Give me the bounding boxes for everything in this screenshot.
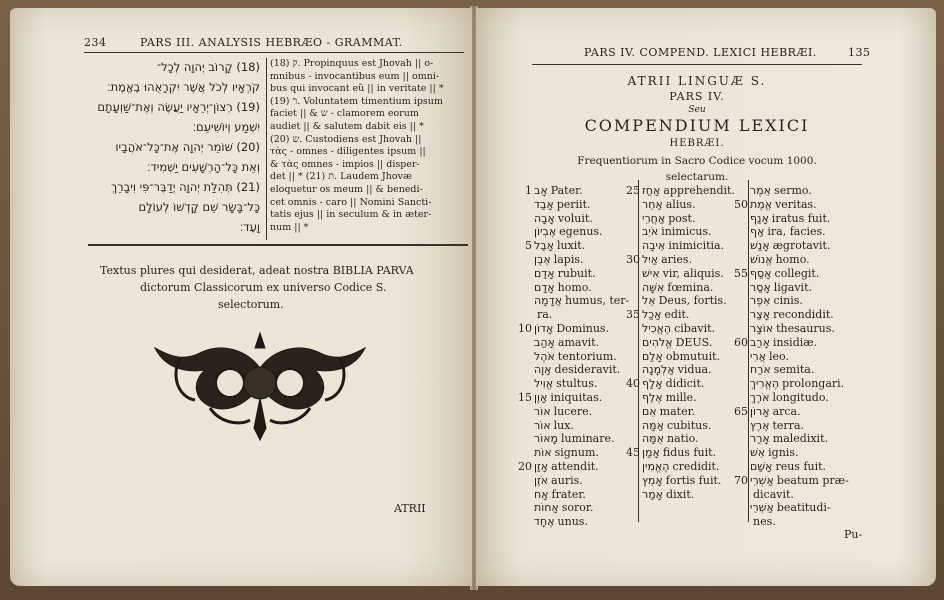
entry-latin: prolongari. xyxy=(782,377,845,391)
entry-latin: cubitus. xyxy=(667,418,712,432)
latin-line: tatis ejus || in seculum & in æter- xyxy=(270,209,432,221)
entry-latin: leo. xyxy=(769,349,789,363)
latin-line: num || * xyxy=(270,221,309,233)
entry-hebrew: אַלְמָנָה xyxy=(642,363,675,377)
right-page xyxy=(476,8,936,586)
entry-latin: humus, ter- xyxy=(565,294,630,308)
main-title: COMPENDIUM LEXICI xyxy=(584,116,810,135)
entry-hebrew: אָהַב xyxy=(534,335,555,349)
entry-hebrew: אֶבְיוֹן xyxy=(534,225,557,239)
entry-number: 20 xyxy=(518,460,532,473)
entry-hebrew: אָרַר xyxy=(750,432,770,446)
entry-hebrew: אָדַם xyxy=(534,266,555,280)
entry-hebrew: אַשְׁרֵי xyxy=(750,473,774,487)
entry-number: 1 xyxy=(525,184,532,197)
entry-hebrew: אָרַב xyxy=(750,335,770,349)
entry-hebrew: אֵל xyxy=(642,294,656,308)
entry-hebrew: אֶחָד xyxy=(534,515,555,529)
entry-latin: amavit. xyxy=(557,335,600,349)
subtitle-2: selectarum. xyxy=(665,171,729,183)
entry-hebrew: הֶאֱרִיךְ xyxy=(750,377,780,391)
lexicon-entry xyxy=(518,474,583,487)
entry-latin: tentorium. xyxy=(557,349,617,363)
lexicon-entry xyxy=(626,419,711,432)
lexicon-entry xyxy=(734,322,835,335)
lexicon-entry xyxy=(734,294,803,307)
lexicon-entry xyxy=(734,308,834,321)
lexicon-entry xyxy=(626,391,697,404)
lexicon-entry xyxy=(734,184,812,197)
entry-hebrew: אֱוִיל xyxy=(534,377,554,391)
header-rule xyxy=(84,52,464,53)
lexicon-entry xyxy=(734,377,844,390)
entry-latin: attendit. xyxy=(551,460,599,473)
entry-latin: insidiæ. xyxy=(772,335,818,349)
entry-hebrew: אוֹר xyxy=(534,418,551,432)
entry-hebrew: אָב xyxy=(534,184,548,197)
lexicon-entry xyxy=(626,198,696,211)
entry-latin: ira, facies. xyxy=(767,225,826,239)
entry-hebrew: אֵשׁ xyxy=(750,446,766,460)
entry-latin: voluit. xyxy=(557,211,593,225)
part-number: PARS IV. xyxy=(669,90,725,103)
header-rule xyxy=(532,64,862,65)
latin-line: (18) ק. Propinquus est Jhovah || o- xyxy=(270,58,434,69)
lexicon-entry xyxy=(734,405,801,418)
lexicon-entry xyxy=(518,350,617,363)
entry-hebrew: אֱלֹהִים xyxy=(642,335,673,349)
entry-latin: Pater. xyxy=(550,184,583,197)
entry-latin: frater. xyxy=(551,487,586,501)
entry-latin: alius. xyxy=(665,197,696,211)
lexicon-entry xyxy=(518,322,609,335)
right-catchword: Pu- xyxy=(844,528,863,541)
lexicon-entry xyxy=(626,460,719,473)
lexicon-entry xyxy=(734,446,798,459)
note-line-1: Textus plures qui desiderat, adeat nostra BIBLIA PARVA xyxy=(100,264,414,277)
entry-latin: cibavit. xyxy=(674,322,716,335)
hebrew-line: וְאֵת כָּל־הָרְשָׁעִים יַשְׁמִיד׃ xyxy=(147,160,260,174)
column-divider xyxy=(266,58,267,240)
entry-latin: maledixit. xyxy=(772,432,828,446)
lexicon-entry xyxy=(518,281,592,294)
lexicon-entry xyxy=(626,336,712,349)
lexicon-entry xyxy=(626,363,712,376)
lexicon-entry xyxy=(518,391,602,404)
entry-hebrew: אֶלֶף xyxy=(642,391,663,404)
lexicon-entry xyxy=(518,419,574,432)
lexicon-entry xyxy=(734,515,776,528)
entry-hebrew: אֻמָּה xyxy=(642,432,665,446)
lexicon-entry xyxy=(734,488,794,501)
latin-line: & τὰς omnes - impios || disper- xyxy=(270,158,420,170)
entry-hebrew: אֹרֶךְ xyxy=(750,391,770,404)
entry-latin: post. xyxy=(668,211,696,225)
lexicon-entry xyxy=(734,253,810,266)
entry-latin: fidus fuit. xyxy=(662,446,717,460)
lexicon-entry xyxy=(734,419,804,432)
hebrew-line: כָּל־בָּשָׂר שֵׁם קָדְשׁוֹ לְעוֹלָם xyxy=(138,200,260,214)
hebrew-line: (21) תְּהִלַּת יְהוָה יְדַבֶּר־פִּי וִיבָרֵךְ xyxy=(110,180,260,194)
lexicon-entry xyxy=(518,198,590,211)
lexicon-entry xyxy=(626,432,699,445)
lexicon-entry xyxy=(626,294,727,307)
entry-latin: recondidit. xyxy=(773,308,834,322)
entry-hebrew: אָסַר xyxy=(750,280,771,294)
lexicon-entry xyxy=(518,460,599,473)
entry-hebrew: אָסַף xyxy=(750,266,772,280)
entry-hebrew: אָנַף xyxy=(750,211,769,225)
entry-latin: mater. xyxy=(659,404,696,418)
left-page xyxy=(10,8,472,586)
left-catchword: ATRII xyxy=(394,502,426,515)
lexicon-entry xyxy=(626,446,716,459)
entry-hebrew: אָבַל xyxy=(534,239,554,253)
entry-latin: didicit. xyxy=(665,377,705,391)
lexicon-entry xyxy=(518,363,620,376)
entry-hebrew: אָמַן xyxy=(642,446,660,460)
lexicon-entry xyxy=(734,336,817,349)
left-running-head: PARS III. ANALYSIS HEBRÆO - GRAMMAT. xyxy=(140,36,403,49)
latin-line: mnibus - invocantibus eum || omni- xyxy=(270,70,440,82)
lexicon-entry xyxy=(734,212,830,225)
entry-latin: edit. xyxy=(664,308,690,322)
entry-latin: ignis. xyxy=(768,446,799,460)
note-line-3: selectorum. xyxy=(218,298,284,311)
lexicon-entry xyxy=(518,253,584,266)
lexicon-entry xyxy=(626,350,720,363)
entry-latin: ægrotavit. xyxy=(772,239,831,253)
entry-latin: egenus. xyxy=(559,225,603,239)
entry-latin: aries. xyxy=(661,253,693,266)
hebrew-line: (19) רְצוֹן־יְרֵאָיו יַעֲשֶׂה וְאֶת־שַׁוְעָתָם xyxy=(97,100,260,114)
lexicon-entry xyxy=(734,474,849,487)
lexicon-entry xyxy=(734,267,819,280)
lexicon-entry xyxy=(518,377,597,390)
entry-hebrew: אֲרִי xyxy=(750,349,767,363)
lexicon-entry xyxy=(626,488,694,501)
entry-hebrew: אֹיֵב xyxy=(642,225,659,239)
latin-line: (19) ר. Voluntatem timentium ipsum xyxy=(270,95,443,107)
lexicon-entry xyxy=(518,239,585,252)
hebrew-line: קֹרְאָיו לְכֹל אֲשֶׁר יִקְרָאֻהוּ בֶאֱמֶת׃ xyxy=(107,80,260,94)
entry-hebrew: אַיִל xyxy=(642,253,659,266)
lexicon-entry xyxy=(626,253,692,266)
lexicon-entry xyxy=(518,308,552,321)
entry-latin: lapis. xyxy=(553,253,584,266)
entry-latin: collegit. xyxy=(774,266,820,280)
lexicon-entry xyxy=(734,350,789,363)
entry-latin: semita. xyxy=(773,363,815,377)
entry-latin: reus fuit. xyxy=(775,460,827,473)
entry-hebrew: אַחֲרֵי xyxy=(642,211,666,225)
entry-latin: auris. xyxy=(551,473,583,487)
lexicon-entry xyxy=(626,267,724,280)
entry-latin: cinis. xyxy=(773,294,803,308)
latin-line: faciet || & ש - clamorem eorum xyxy=(270,108,419,120)
latin-line: eloquetur os meum || & benedi- xyxy=(270,184,423,195)
entry-latin: dixit. xyxy=(666,487,695,501)
entry-hebrew: אֶרֶץ xyxy=(750,418,770,432)
entry-hebrew: אָדוֹן xyxy=(534,322,554,335)
title-seu: Seu xyxy=(688,105,706,115)
lexicon-entry xyxy=(734,460,826,473)
entry-number: 35 xyxy=(626,308,640,322)
lexicon-entry xyxy=(518,184,583,197)
entry-number: 25 xyxy=(626,184,640,197)
entry-latin: sermo. xyxy=(774,184,812,197)
entry-hebrew: אָוֶן xyxy=(534,391,548,404)
entry-latin: lux. xyxy=(553,418,574,432)
entry-hebrew: אֲדָמָה xyxy=(534,294,563,308)
lexicon-entry xyxy=(518,446,599,459)
lexicon-entry xyxy=(626,184,735,197)
entry-number: 55 xyxy=(734,266,748,280)
entry-latin: beatitudi- xyxy=(776,501,831,515)
entry-number: 5 xyxy=(525,239,532,253)
lexicon-entry xyxy=(626,377,704,390)
latin-line: bus qui invocant eũ || in veritate || * xyxy=(270,83,444,95)
entry-hebrew: אָזַן xyxy=(534,460,549,473)
note-line-2: dictorum Classicorum ex universo Codice S. xyxy=(140,281,387,294)
entry-latin: dicavit. xyxy=(753,487,794,501)
entry-number: 60 xyxy=(734,335,748,349)
lexicon-entry xyxy=(626,308,689,321)
entry-hebrew: אַחֵר xyxy=(642,197,663,211)
lexicon-entry xyxy=(626,239,724,252)
entry-hebrew: אֱנוֹשׁ xyxy=(750,253,773,266)
entry-latin: soror. xyxy=(561,501,594,515)
entry-latin: desideravit. xyxy=(554,363,621,377)
lexicon-entry xyxy=(734,281,812,294)
entry-number: 50 xyxy=(734,197,748,211)
entry-latin: lucere. xyxy=(553,404,593,418)
entry-hebrew: אָמֵץ xyxy=(642,473,663,487)
lexicon-entry xyxy=(518,501,593,514)
entry-hebrew: אָחוֹת xyxy=(534,501,559,515)
entry-number: 10 xyxy=(518,322,532,335)
entry-hebrew: אוֹת xyxy=(534,446,552,460)
entry-latin: longitudo. xyxy=(772,391,829,404)
entry-hebrew: אִישׁ xyxy=(642,266,660,280)
entry-hebrew: אֱמֶת xyxy=(750,197,773,211)
lexicon-entry xyxy=(626,225,712,238)
entry-latin: homo. xyxy=(557,280,592,294)
lexicon-entry xyxy=(518,225,603,238)
lexicon-entry xyxy=(518,488,586,501)
entry-hebrew: אָוָה xyxy=(534,363,552,377)
hebrew-line: יִשְׁמַע וְיוֹשִׁיעֵם׃ xyxy=(192,120,260,134)
entry-number: 30 xyxy=(626,253,640,266)
lexicon-entry xyxy=(734,432,828,445)
lexicon-entry xyxy=(518,267,596,280)
lexicon-entry xyxy=(626,322,715,335)
lexicon-entry xyxy=(734,198,817,211)
entry-latin: luminare. xyxy=(561,432,615,446)
entry-hebrew: אָכַל xyxy=(642,308,662,322)
lexicon-entry xyxy=(626,474,721,487)
title-hebraei: HEBRÆI. xyxy=(669,138,725,149)
latin-line: τὰς - omnes - diligentes ipsum || xyxy=(270,146,426,158)
entry-latin: obmutuit. xyxy=(665,349,721,363)
entry-hebrew: אִשָּׁה xyxy=(642,280,665,294)
lexicon-entry xyxy=(518,515,588,528)
lexicon-entry xyxy=(518,405,592,418)
entry-latin: apprehendit. xyxy=(663,184,735,197)
entry-latin: Dominus. xyxy=(556,322,610,335)
entry-hebrew: אוֹר xyxy=(534,404,551,418)
entry-hebrew: אֵיבָה xyxy=(642,239,666,253)
latin-line: cet omnis - caro || Nomini Sancti- xyxy=(270,196,432,208)
entry-latin: DEUS. xyxy=(675,335,713,349)
entry-hebrew: אָלַף xyxy=(642,377,663,391)
entry-latin: veritas. xyxy=(775,197,817,211)
section-rule xyxy=(88,244,468,246)
entry-latin: Deus, fortis. xyxy=(658,294,727,308)
entry-hebrew: הֶאֱכִיל xyxy=(642,322,672,335)
entry-hebrew: אָבָה xyxy=(534,211,555,225)
left-page-number: 234 xyxy=(84,36,107,49)
lexicon-entry xyxy=(734,391,829,404)
entry-latin: luxit. xyxy=(556,239,586,253)
lexicon-entry xyxy=(734,239,830,252)
lexicon-entry xyxy=(734,225,826,238)
entry-hebrew: אֵפֶר xyxy=(750,294,771,308)
right-page-number: 135 xyxy=(848,46,871,59)
lexicon-entry xyxy=(626,405,695,418)
entry-latin: homo. xyxy=(775,253,810,266)
entry-latin: rubuit. xyxy=(557,266,596,280)
entry-latin: stultus. xyxy=(556,377,598,391)
entry-number: 65 xyxy=(734,404,748,418)
entry-latin: fortis fuit. xyxy=(665,473,722,487)
hebrew-line: וָעֶד׃ xyxy=(239,220,260,234)
entry-hebrew: אֵם xyxy=(642,404,657,418)
entry-latin: signum. xyxy=(554,446,599,460)
entry-hebrew: אָנַשׁ xyxy=(750,239,770,253)
entry-hebrew: אֶבֶן xyxy=(534,253,551,266)
entry-hebrew: אֵמֶר xyxy=(750,184,772,197)
lexicon-entry xyxy=(518,336,599,349)
entry-latin: ra. xyxy=(537,308,553,322)
entry-latin: inimicus. xyxy=(661,225,712,239)
entry-latin: iratus fuit. xyxy=(771,211,831,225)
entry-latin: credidit. xyxy=(672,460,720,473)
lexicon-entry xyxy=(518,294,629,307)
hebrew-line: (18) קָרוֹב יְהוָה לְכָל־ xyxy=(156,60,260,74)
entry-hebrew: מָאוֹר xyxy=(534,432,559,446)
hebrew-line: (20) שׁוֹמֵר יְהוָה אֶת־כָּל־אֹהֲבָיו xyxy=(115,140,260,154)
lexicon-entry xyxy=(626,212,695,225)
entry-hebrew: אַף xyxy=(750,225,765,239)
part-title: ATRII LINGUÆ S. xyxy=(627,74,767,88)
entry-hebrew: אָשַׁם xyxy=(750,460,773,473)
entry-number: 45 xyxy=(626,446,640,460)
entry-hebrew: אֹזֶן xyxy=(534,473,549,487)
entry-hebrew: אָדָם xyxy=(534,280,555,294)
entry-latin: terra. xyxy=(772,418,805,432)
entry-hebrew: אָחַז xyxy=(642,184,661,197)
lexicon-entry xyxy=(734,363,814,376)
latin-line: audiet || & salutem dabit eis || * xyxy=(270,121,424,132)
lexicon-entry xyxy=(518,212,593,225)
lexicon-entry xyxy=(518,432,615,445)
entry-latin: fœmina. xyxy=(667,280,714,294)
entry-latin: mille. xyxy=(665,391,697,404)
entry-latin: vidua. xyxy=(677,363,712,377)
entry-latin: inimicitia. xyxy=(668,239,725,253)
lexicon-entry xyxy=(734,501,831,514)
entry-hebrew: הֶאֱמִין xyxy=(642,460,670,473)
entry-hebrew: אָבַד xyxy=(534,197,554,211)
entry-latin: nes. xyxy=(753,515,776,529)
entry-hebrew: אָלַם xyxy=(642,349,663,363)
entry-latin: vir, aliquis. xyxy=(662,266,724,280)
latin-line: (20) ש. Custodiens est Jhovah || xyxy=(270,133,422,145)
lexicon-entry xyxy=(626,281,713,294)
entry-latin: natio. xyxy=(667,432,699,446)
subtitle: Frequentiorum in Sacro Codice vocum 1000. xyxy=(577,155,817,167)
entry-hebrew: אֹהֶל xyxy=(534,349,555,363)
entry-latin: beatum præ- xyxy=(776,473,849,487)
entry-hebrew: אַשְׁרֵי xyxy=(750,501,774,515)
entry-latin: periit. xyxy=(556,197,591,211)
entry-latin: iniquitas. xyxy=(550,391,603,404)
entry-number: 70 xyxy=(734,473,748,487)
entry-latin: thesaurus. xyxy=(776,322,835,335)
entry-latin: unus. xyxy=(557,515,588,529)
entry-hebrew: אַמָּה xyxy=(642,418,665,432)
entry-latin: ligavit. xyxy=(773,280,812,294)
latin-line: det || * (21) ת. Laudem Jhovæ xyxy=(270,171,412,183)
entry-number: 40 xyxy=(626,377,640,391)
entry-number: 15 xyxy=(518,391,532,404)
entry-latin: arca. xyxy=(772,404,801,418)
entry-hebrew: אָרוֹן xyxy=(750,404,770,418)
entry-hebrew: אוֹצָר xyxy=(750,322,774,335)
floral-ornament-icon xyxy=(150,328,370,448)
right-running-head: PARS IV. COMPEND. LEXICI HEBRÆI. xyxy=(584,46,817,59)
entry-hebrew: אָמַר xyxy=(642,487,664,501)
entry-hebrew: אָח xyxy=(534,487,549,501)
entry-hebrew: אָצַר xyxy=(750,308,771,322)
entry-hebrew: אֹרַח xyxy=(750,363,771,377)
